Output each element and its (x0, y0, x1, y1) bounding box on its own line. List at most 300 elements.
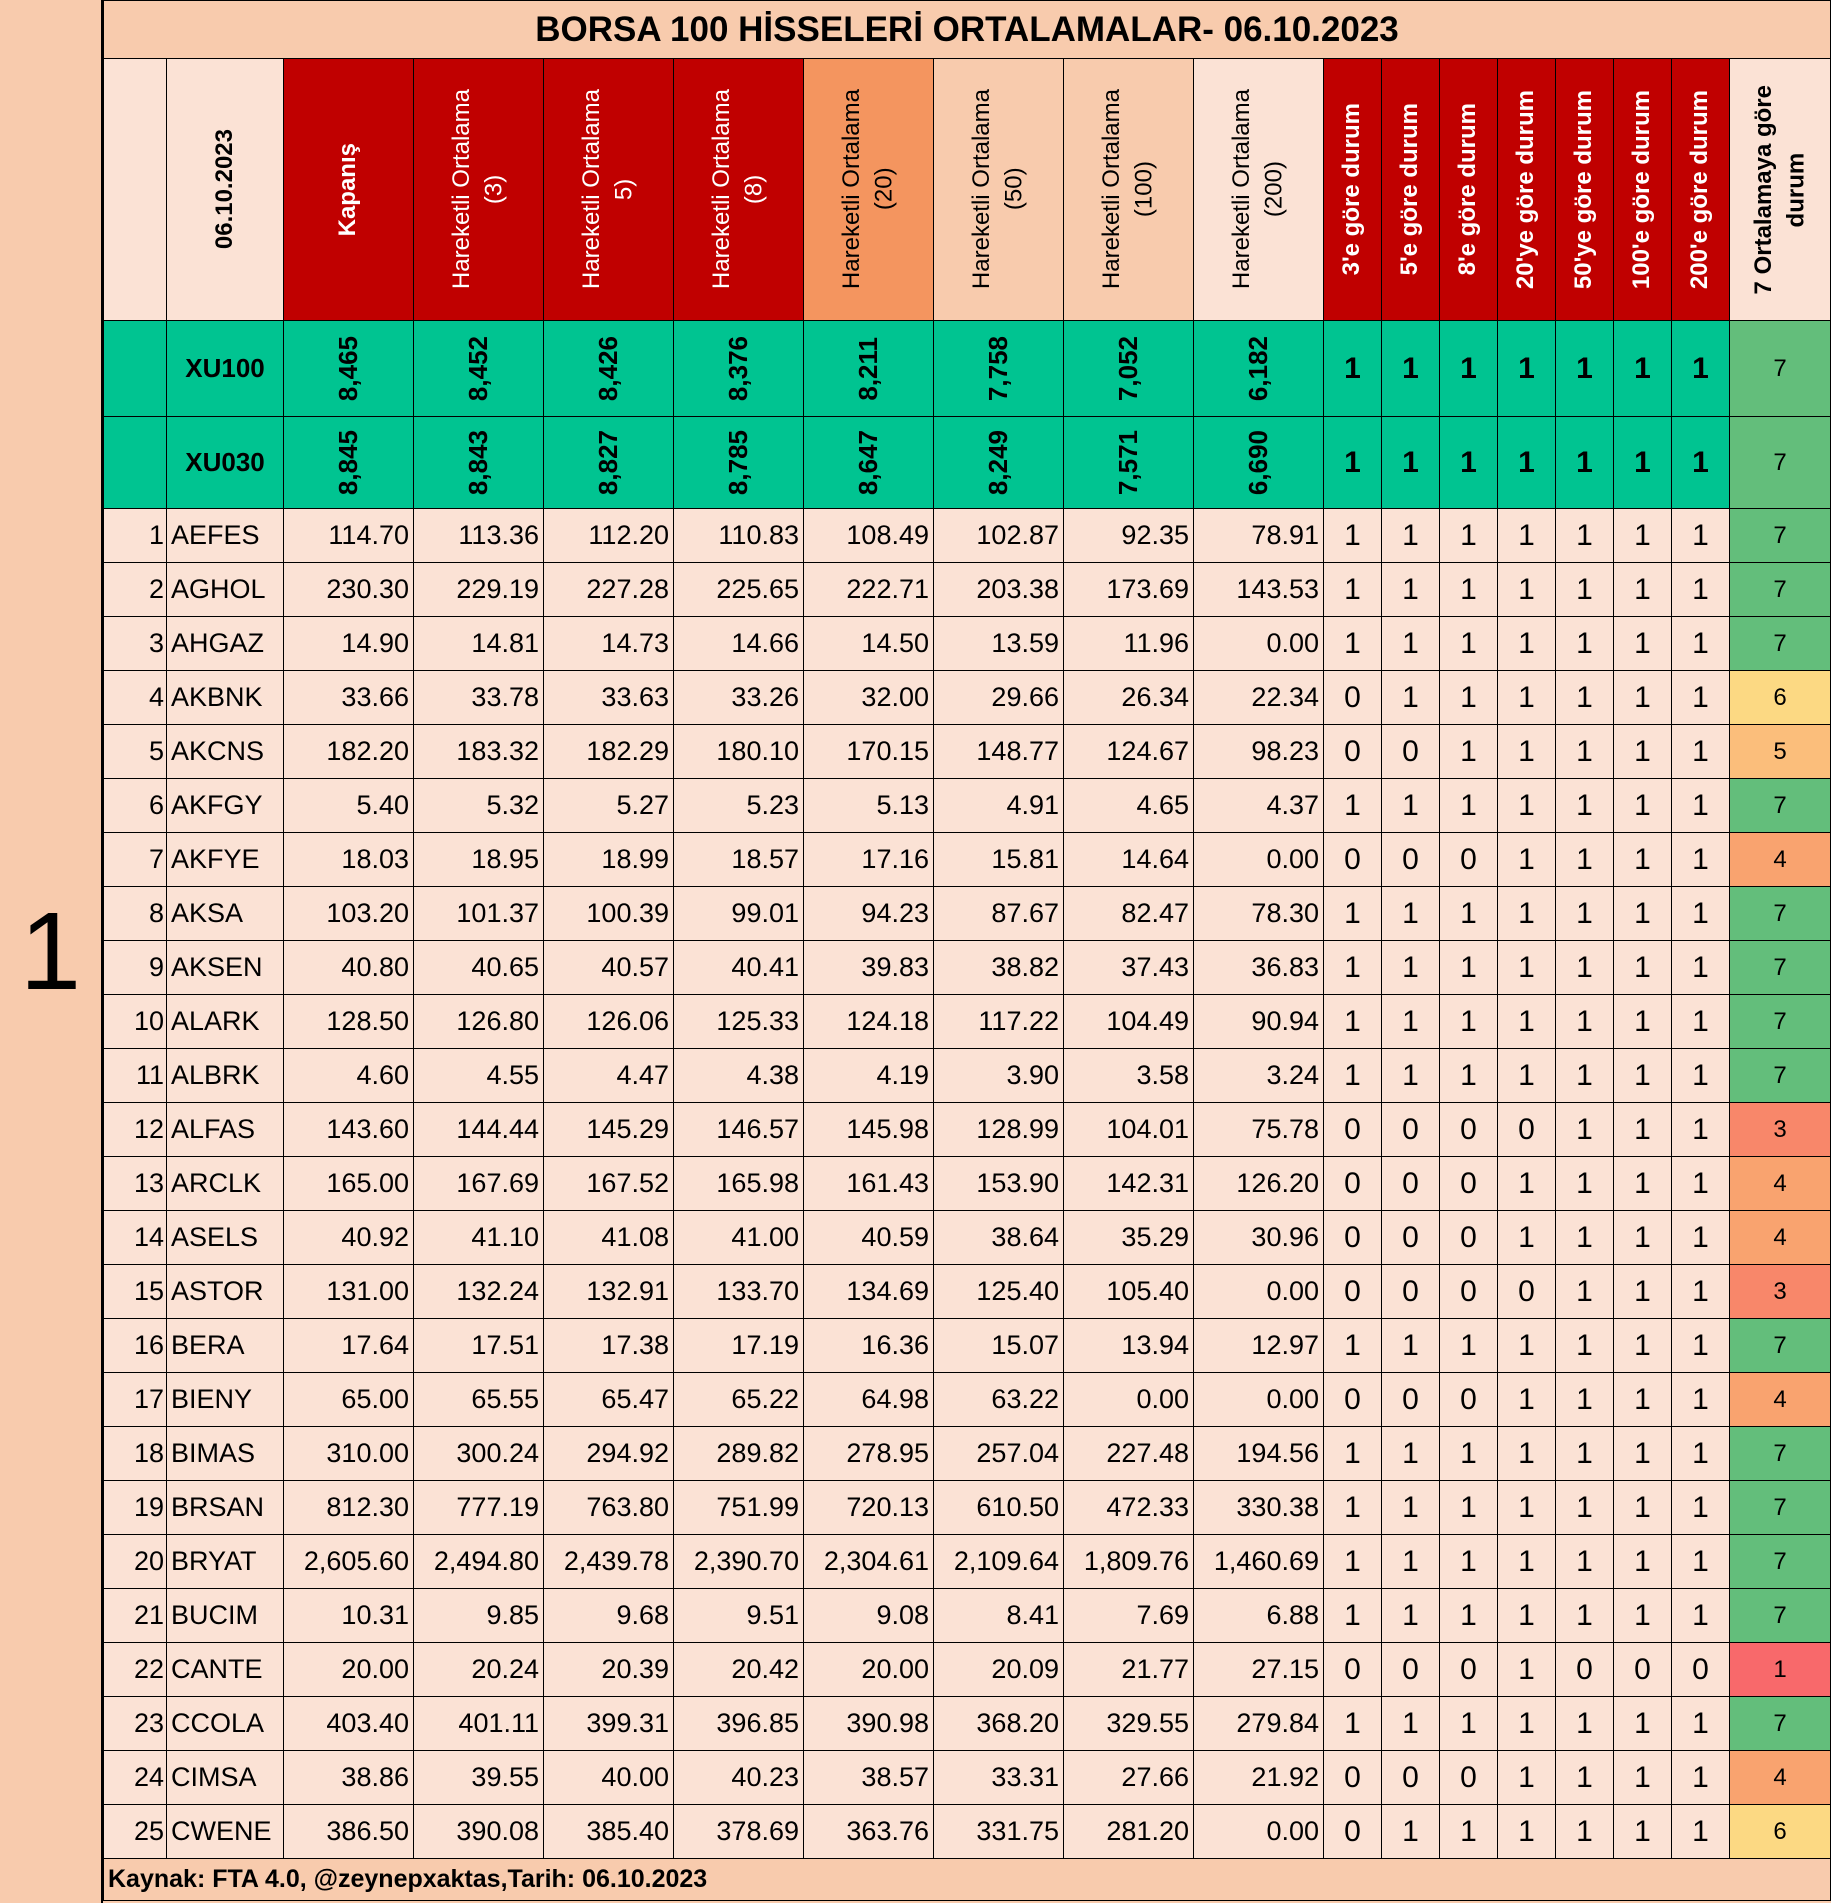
value-cell: 38.57 (804, 1751, 934, 1805)
status-flag: 1 (1614, 1589, 1672, 1643)
row-number: 1 (104, 509, 167, 563)
status-flag: 1 (1672, 1373, 1730, 1427)
value-cell: 153.90 (934, 1157, 1064, 1211)
value-cell: 4.47 (544, 1049, 674, 1103)
index-value-text: 8,211 (853, 336, 883, 401)
value-cell: 105.40 (1064, 1265, 1194, 1319)
status-flag: 1 (1382, 1481, 1440, 1535)
value-cell: 33.66 (284, 671, 414, 725)
index-value-text: 8,845 (333, 429, 363, 496)
value-cell: 0.00 (1194, 1265, 1324, 1319)
status-flag: 0 (1382, 1751, 1440, 1805)
status-flag: 0 (1382, 725, 1440, 779)
value-cell: 126.20 (1194, 1157, 1324, 1211)
value-cell: 132.24 (414, 1265, 544, 1319)
value-cell: 2,109.64 (934, 1535, 1064, 1589)
status-flag: 1 (1672, 725, 1730, 779)
status-flag: 0 (1498, 1265, 1556, 1319)
status-flag: 0 (1324, 1643, 1382, 1697)
score-cell: 4 (1730, 1211, 1831, 1265)
value-cell: 14.66 (674, 617, 804, 671)
table-row (104, 941, 1831, 995)
score-cell: 3 (1730, 1265, 1831, 1319)
score-cell: 3 (1730, 1103, 1831, 1157)
value-cell: 37.43 (1064, 941, 1194, 995)
ticker: CANTE (167, 1643, 284, 1697)
value-cell: 65.55 (414, 1373, 544, 1427)
value-cell: 9.85 (414, 1589, 544, 1643)
status-flag: 1 (1672, 1805, 1730, 1859)
value-cell: 2,304.61 (804, 1535, 934, 1589)
value-cell: 1,460.69 (1194, 1535, 1324, 1589)
status-flag: 0 (1324, 1157, 1382, 1211)
header-status-5: 5'e göre durum (1382, 59, 1440, 321)
value-cell: 0.00 (1064, 1373, 1194, 1427)
value-cell: 472.33 (1064, 1481, 1194, 1535)
ticker: AHGAZ (167, 617, 284, 671)
status-flag: 1 (1324, 1589, 1382, 1643)
status-flag: 0 (1324, 1211, 1382, 1265)
table-row (104, 995, 1831, 1049)
status-flag: 1 (1324, 563, 1382, 617)
value-cell: 22.34 (1194, 671, 1324, 725)
value-cell: 92.35 (1064, 509, 1194, 563)
index-value (674, 417, 804, 509)
status-flag: 1 (1498, 1427, 1556, 1481)
status-flag: 1 (1614, 509, 1672, 563)
status-flag: 0 (1382, 1157, 1440, 1211)
status-flag: 1 (1440, 995, 1498, 1049)
header-ma8: Hareketli Ortalama (8) (674, 59, 804, 321)
status-flag: 1 (1324, 1427, 1382, 1481)
status-flag: 1 (1556, 1697, 1614, 1751)
value-cell: 126.06 (544, 995, 674, 1049)
value-cell: 403.40 (284, 1697, 414, 1751)
value-cell: 399.31 (544, 1697, 674, 1751)
value-cell: 777.19 (414, 1481, 544, 1535)
index-value-text: 8,647 (853, 429, 883, 496)
status-flag: 1 (1382, 1697, 1440, 1751)
status-flag: 1 (1382, 617, 1440, 671)
status-flag: 0 (1440, 1373, 1498, 1427)
table-row (104, 509, 1831, 563)
value-cell: 94.23 (804, 887, 934, 941)
status-flag: 1 (1614, 1805, 1672, 1859)
value-cell: 65.00 (284, 1373, 414, 1427)
value-cell: 812.30 (284, 1481, 414, 1535)
value-cell: 230.30 (284, 563, 414, 617)
value-cell: 12.97 (1194, 1319, 1324, 1373)
status-flag: 1 (1382, 1049, 1440, 1103)
value-cell: 124.18 (804, 995, 934, 1049)
status-flag: 1 (1672, 509, 1730, 563)
table-row (104, 1535, 1831, 1589)
index-row (104, 321, 1831, 417)
ticker: AKSA (167, 887, 284, 941)
value-cell: 390.08 (414, 1805, 544, 1859)
table-row (104, 617, 1831, 671)
index-status-flag: 1 (1382, 321, 1440, 417)
value-cell: 41.08 (544, 1211, 674, 1265)
status-flag: 1 (1440, 1427, 1498, 1481)
value-cell: 4.38 (674, 1049, 804, 1103)
index-value (544, 417, 674, 509)
status-flag: 1 (1440, 1049, 1498, 1103)
ticker: AGHOL (167, 563, 284, 617)
status-flag: 0 (1324, 833, 1382, 887)
status-flag: 1 (1498, 1373, 1556, 1427)
value-cell: 114.70 (284, 509, 414, 563)
value-cell: 146.57 (674, 1103, 804, 1157)
ticker: ALARK (167, 995, 284, 1049)
value-cell: 40.92 (284, 1211, 414, 1265)
ticker: AKFYE (167, 833, 284, 887)
row-number: 5 (104, 725, 167, 779)
value-cell: 21.92 (1194, 1751, 1324, 1805)
value-cell: 82.47 (1064, 887, 1194, 941)
status-flag: 1 (1440, 671, 1498, 725)
status-flag: 1 (1614, 1319, 1672, 1373)
header-row (104, 59, 1831, 321)
table-row (104, 1049, 1831, 1103)
status-flag: 1 (1440, 1805, 1498, 1859)
status-flag: 1 (1324, 1049, 1382, 1103)
row-number: 22 (104, 1643, 167, 1697)
value-cell: 124.67 (1064, 725, 1194, 779)
value-cell: 8.41 (934, 1589, 1064, 1643)
value-cell: 125.40 (934, 1265, 1064, 1319)
index-value (1064, 321, 1194, 417)
status-flag: 1 (1498, 1589, 1556, 1643)
row-number: 19 (104, 1481, 167, 1535)
value-cell: 20.09 (934, 1643, 1064, 1697)
status-flag: 1 (1382, 1427, 1440, 1481)
score-cell: 7 (1730, 1535, 1831, 1589)
status-flag: 1 (1672, 941, 1730, 995)
status-flag: 1 (1614, 1535, 1672, 1589)
table-row (104, 833, 1831, 887)
value-cell: 300.24 (414, 1427, 544, 1481)
index-value-text: 8,452 (463, 335, 493, 402)
value-cell: 87.67 (934, 887, 1064, 941)
index-blank (104, 321, 167, 417)
status-flag: 1 (1556, 1751, 1614, 1805)
value-cell: 99.01 (674, 887, 804, 941)
status-flag: 1 (1672, 779, 1730, 833)
status-flag: 0 (1440, 1751, 1498, 1805)
index-value-text: 8,843 (463, 429, 493, 496)
status-flag: 1 (1498, 725, 1556, 779)
value-cell: 281.20 (1064, 1805, 1194, 1859)
status-flag: 1 (1382, 1805, 1440, 1859)
status-flag: 1 (1556, 779, 1614, 833)
value-cell: 117.22 (934, 995, 1064, 1049)
row-number: 7 (104, 833, 167, 887)
index-value-text: 8,426 (593, 335, 623, 402)
index-value (1194, 417, 1324, 509)
index-status-flag: 1 (1324, 321, 1382, 417)
value-cell: 2,494.80 (414, 1535, 544, 1589)
index-status-flag: 1 (1614, 417, 1672, 509)
status-flag: 1 (1440, 563, 1498, 617)
status-flag: 1 (1324, 779, 1382, 833)
row-number: 23 (104, 1697, 167, 1751)
value-cell: 29.66 (934, 671, 1064, 725)
index-value-text: 7,571 (1113, 429, 1143, 496)
status-flag: 1 (1672, 1319, 1730, 1373)
row-number: 21 (104, 1589, 167, 1643)
status-flag: 1 (1498, 1211, 1556, 1265)
value-cell: 386.50 (284, 1805, 414, 1859)
status-flag: 1 (1672, 671, 1730, 725)
value-cell: 368.20 (934, 1697, 1064, 1751)
ticker: BUCIM (167, 1589, 284, 1643)
value-cell: 33.26 (674, 671, 804, 725)
value-cell: 167.69 (414, 1157, 544, 1211)
value-cell: 63.22 (934, 1373, 1064, 1427)
table-row (104, 725, 1831, 779)
header-ma20: Hareketli Ortalama (20) (804, 59, 934, 321)
index-value-text: 7,758 (983, 335, 1013, 402)
score-cell: 6 (1730, 1805, 1831, 1859)
value-cell: 103.20 (284, 887, 414, 941)
value-cell: 33.63 (544, 671, 674, 725)
value-cell: 329.55 (1064, 1697, 1194, 1751)
status-flag: 1 (1556, 725, 1614, 779)
status-flag: 1 (1672, 1751, 1730, 1805)
status-flag: 0 (1324, 1103, 1382, 1157)
value-cell: 78.30 (1194, 887, 1324, 941)
table-row (104, 563, 1831, 617)
row-number: 10 (104, 995, 167, 1049)
row-number: 11 (104, 1049, 167, 1103)
score-cell: 7 (1730, 1319, 1831, 1373)
status-flag: 1 (1672, 1481, 1730, 1535)
value-cell: 26.34 (1064, 671, 1194, 725)
status-flag: 0 (1324, 1373, 1382, 1427)
row-number: 6 (104, 779, 167, 833)
value-cell: 14.73 (544, 617, 674, 671)
status-flag: 1 (1498, 1805, 1556, 1859)
value-cell: 5.13 (804, 779, 934, 833)
value-cell: 6.88 (1194, 1589, 1324, 1643)
index-score: 7 (1730, 321, 1831, 417)
value-cell: 40.65 (414, 941, 544, 995)
status-flag: 1 (1382, 887, 1440, 941)
header-ma5: Hareketli Ortalama 5) (544, 59, 674, 321)
status-flag: 1 (1556, 617, 1614, 671)
status-flag: 1 (1498, 1697, 1556, 1751)
status-flag: 1 (1672, 1589, 1730, 1643)
value-cell: 751.99 (674, 1481, 804, 1535)
value-cell: 3.24 (1194, 1049, 1324, 1103)
index-row (104, 417, 1831, 509)
value-cell: 9.51 (674, 1589, 804, 1643)
row-number: 2 (104, 563, 167, 617)
header-status-50: 50'ye göre durum (1556, 59, 1614, 321)
status-flag: 1 (1440, 617, 1498, 671)
status-flag: 1 (1614, 1697, 1672, 1751)
sheet-title: BORSA 100 HİSSELERİ ORTALAMALAR- 06.10.2023 (104, 1, 1831, 59)
status-flag: 1 (1382, 1319, 1440, 1373)
value-cell: 27.15 (1194, 1643, 1324, 1697)
status-flag: 1 (1440, 725, 1498, 779)
score-cell: 4 (1730, 1751, 1831, 1805)
status-flag: 1 (1324, 509, 1382, 563)
score-cell: 4 (1730, 1157, 1831, 1211)
value-cell: 396.85 (674, 1697, 804, 1751)
table-row (104, 1751, 1831, 1805)
index-blank (104, 417, 167, 509)
index-value-text: 8,376 (723, 335, 753, 402)
index-status-flag: 1 (1440, 321, 1498, 417)
value-cell: 41.10 (414, 1211, 544, 1265)
status-flag: 1 (1382, 1589, 1440, 1643)
status-flag: 1 (1556, 1805, 1614, 1859)
status-flag: 1 (1672, 1103, 1730, 1157)
status-flag: 1 (1614, 1373, 1672, 1427)
value-cell: 390.98 (804, 1697, 934, 1751)
status-flag: 1 (1324, 617, 1382, 671)
status-flag: 1 (1556, 1535, 1614, 1589)
status-flag: 1 (1614, 887, 1672, 941)
index-value (284, 321, 414, 417)
value-cell: 20.00 (284, 1643, 414, 1697)
header-blank (104, 59, 167, 321)
index-status-flag: 1 (1556, 321, 1614, 417)
value-cell: 143.53 (1194, 563, 1324, 617)
value-cell: 9.08 (804, 1589, 934, 1643)
status-flag: 1 (1440, 1535, 1498, 1589)
value-cell: 170.15 (804, 725, 934, 779)
index-value (804, 321, 934, 417)
status-flag: 1 (1556, 833, 1614, 887)
index-name: XU030 (167, 417, 284, 509)
value-cell: 161.43 (804, 1157, 934, 1211)
value-cell: 40.59 (804, 1211, 934, 1265)
status-flag: 1 (1498, 617, 1556, 671)
status-flag: 1 (1672, 1157, 1730, 1211)
value-cell: 289.82 (674, 1427, 804, 1481)
table-row (104, 779, 1831, 833)
table-row (104, 1481, 1831, 1535)
value-cell: 4.65 (1064, 779, 1194, 833)
index-value (934, 417, 1064, 509)
value-cell: 108.49 (804, 509, 934, 563)
value-cell: 5.27 (544, 779, 674, 833)
value-cell: 4.37 (1194, 779, 1324, 833)
status-flag: 1 (1672, 1211, 1730, 1265)
table-row (104, 1265, 1831, 1319)
value-cell: 17.51 (414, 1319, 544, 1373)
status-flag: 0 (1382, 1373, 1440, 1427)
score-cell: 7 (1730, 779, 1831, 833)
value-cell: 104.49 (1064, 995, 1194, 1049)
value-cell: 126.80 (414, 995, 544, 1049)
value-cell: 173.69 (1064, 563, 1194, 617)
status-flag: 1 (1614, 1103, 1672, 1157)
status-flag: 1 (1382, 671, 1440, 725)
value-cell: 225.65 (674, 563, 804, 617)
status-flag: 1 (1498, 833, 1556, 887)
index-value (544, 321, 674, 417)
status-flag: 1 (1556, 1049, 1614, 1103)
footer-row (104, 1859, 1831, 1901)
score-cell: 7 (1730, 1589, 1831, 1643)
value-cell: 32.00 (804, 671, 934, 725)
table-row (104, 1643, 1831, 1697)
value-cell: 39.83 (804, 941, 934, 995)
index-value-text: 8,465 (333, 335, 363, 402)
row-number: 16 (104, 1319, 167, 1373)
score-cell: 7 (1730, 563, 1831, 617)
value-cell: 294.92 (544, 1427, 674, 1481)
status-flag: 0 (1382, 1643, 1440, 1697)
status-flag: 1 (1382, 563, 1440, 617)
value-cell: 167.52 (544, 1157, 674, 1211)
status-flag: 1 (1498, 509, 1556, 563)
value-cell: 142.31 (1064, 1157, 1194, 1211)
value-cell: 18.99 (544, 833, 674, 887)
row-number: 8 (104, 887, 167, 941)
value-cell: 203.38 (934, 563, 1064, 617)
header-status-3: 3'e göre durum (1324, 59, 1382, 321)
status-flag: 0 (1556, 1643, 1614, 1697)
status-flag: 1 (1498, 995, 1556, 1049)
status-flag: 0 (1382, 1103, 1440, 1157)
row-number: 14 (104, 1211, 167, 1265)
status-flag: 1 (1614, 617, 1672, 671)
status-flag: 1 (1556, 995, 1614, 1049)
value-cell: 10.31 (284, 1589, 414, 1643)
status-flag: 1 (1498, 779, 1556, 833)
value-cell: 14.81 (414, 617, 544, 671)
value-cell: 4.19 (804, 1049, 934, 1103)
value-cell: 0.00 (1194, 833, 1324, 887)
score-cell: 7 (1730, 1049, 1831, 1103)
status-flag: 1 (1556, 1265, 1614, 1319)
value-cell: 27.66 (1064, 1751, 1194, 1805)
value-cell: 0.00 (1194, 617, 1324, 671)
score-cell: 4 (1730, 1373, 1831, 1427)
index-value-text: 8,827 (593, 429, 623, 496)
status-flag: 1 (1614, 1427, 1672, 1481)
ticker: ARCLK (167, 1157, 284, 1211)
value-cell: 229.19 (414, 563, 544, 617)
value-cell: 2,439.78 (544, 1535, 674, 1589)
status-flag: 1 (1382, 995, 1440, 1049)
ticker: ASELS (167, 1211, 284, 1265)
header-status-100: 100'e göre durum (1614, 59, 1672, 321)
table-row (104, 671, 1831, 725)
index-status-flag: 1 (1672, 321, 1730, 417)
value-cell: 33.78 (414, 671, 544, 725)
value-cell: 18.57 (674, 833, 804, 887)
header-total-status: 7 Ortalamaya göre durum (1730, 59, 1831, 321)
status-flag: 1 (1498, 887, 1556, 941)
status-flag: 1 (1614, 1265, 1672, 1319)
score-cell: 7 (1730, 1481, 1831, 1535)
status-flag: 1 (1614, 779, 1672, 833)
status-flag: 1 (1614, 1049, 1672, 1103)
source-note: Kaynak: FTA 4.0, @zeynepxaktas,Tarih: 06.10.2023 (104, 1859, 1831, 1901)
table-row (104, 1319, 1831, 1373)
value-cell: 182.29 (544, 725, 674, 779)
value-cell: 20.24 (414, 1643, 544, 1697)
status-flag: 1 (1556, 887, 1614, 941)
ticker: BERA (167, 1319, 284, 1373)
status-flag: 1 (1556, 1319, 1614, 1373)
